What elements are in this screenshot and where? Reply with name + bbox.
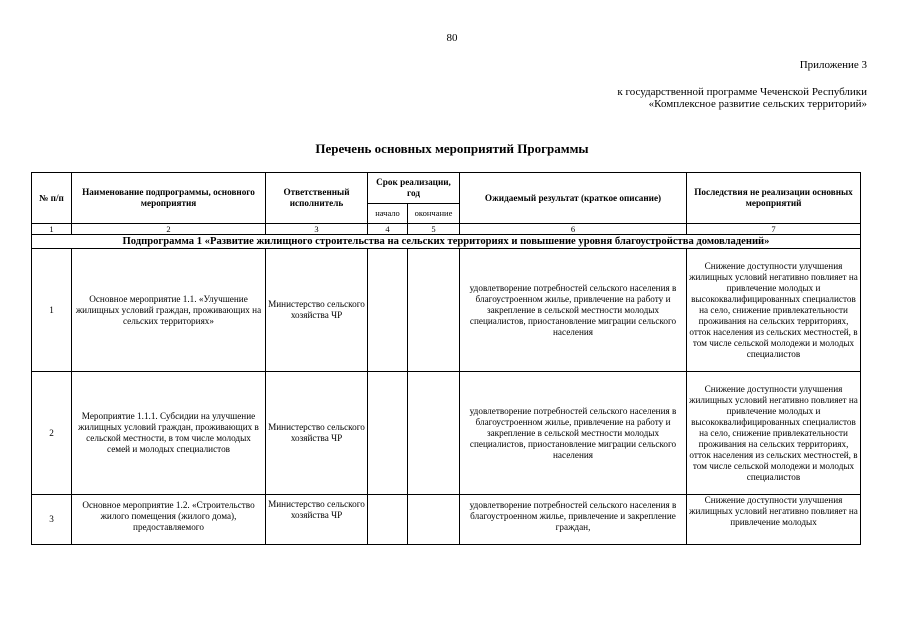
header-term-start: начало: [368, 204, 408, 224]
program-subtitle: [617, 86, 867, 110]
measure-name: Основное мероприятие 1.2. «Строительство жилого помещения (жилого дома), предоставляемого: [72, 495, 266, 545]
term-start: [368, 495, 408, 545]
table-row: [32, 249, 861, 372]
page-title: Перечень основных мероприятий Программы: [315, 141, 589, 156]
measures-table: [31, 172, 861, 545]
column-number: 4: [368, 224, 408, 235]
expected-result: удовлетворение потребностей сельского населения в благоустроенном жилье, привлечение на работу и закрепление в сельской местности молодых специалистов, приостановление миграции сельского населения: [460, 372, 687, 495]
row-number: 2: [32, 372, 72, 495]
column-number-row: [32, 224, 861, 235]
term-end: [408, 249, 460, 372]
header-term: Срок реализации, год: [368, 173, 460, 204]
term-start: [368, 249, 408, 372]
subtitle-line: к государственной программе Чеченской Республики: [617, 86, 867, 98]
subprogram-title: Подпрограмма 1 «Развитие жилищного строительства на сельских территориях и повышение уровня благоустройства домовладений»: [32, 235, 861, 249]
table-header-row: [32, 173, 861, 204]
responsible-executor: Министерство сельского хозяйства ЧР: [266, 372, 368, 495]
column-number: 7: [687, 224, 861, 235]
responsible-executor: Министерство сельского хозяйства ЧР: [266, 495, 368, 545]
expected-result: удовлетворение потребностей сельского населения в благоустроенном жилье, привлечение и закрепление граждан,: [460, 495, 687, 545]
header-name: Наименование подпрограммы, основного мероприятия: [72, 173, 266, 224]
appendix-label: Приложение 3: [799, 59, 867, 71]
subprogram-row: [32, 235, 861, 249]
expected-result: удовлетворение потребностей сельского населения в благоустроенном жилье, привлечение на работу и закрепление в сельской местности молодых специалистов, приостановление миграции сельского населения: [460, 249, 687, 372]
subtitle-line: «Комплексное развитие сельских территорий»: [648, 98, 867, 110]
header-consequences: Последствия не реализации основных мероприятий: [687, 173, 861, 224]
term-start: [368, 372, 408, 495]
column-number: 1: [32, 224, 72, 235]
page-number: 80: [446, 32, 458, 44]
column-number: 5: [408, 224, 460, 235]
term-end: [408, 372, 460, 495]
term-end: [408, 495, 460, 545]
header-result: Ожидаемый результат (краткое описание): [460, 173, 687, 224]
non-implementation-consequences: Снижение доступности улучшения жилищных условий негативно повлияет на привлечение молодых и высококвалифицированных специалистов на село, снижение привлекательности проживания на сельских территориях, отток населения из сельских местностей, в том числе сельской молодежи и молодых специалистов: [687, 372, 861, 495]
row-number: 1: [32, 249, 72, 372]
measure-name: Основное мероприятие 1.1. «Улучшение жилищных условий граждан, проживающих на сельских территориях»: [72, 249, 266, 372]
row-number: 3: [32, 495, 72, 545]
header-num: № п/п: [32, 173, 72, 224]
responsible-executor: Министерство сельского хозяйства ЧР: [266, 249, 368, 372]
column-number: 6: [460, 224, 687, 235]
non-implementation-consequences: Снижение доступности улучшения жилищных условий негативно повлияет на привлечение молодых: [687, 495, 861, 545]
non-implementation-consequences: Снижение доступности улучшения жилищных условий негативно повлияет на привлечение молодых и высококвалифицированных специалистов на село, снижение привлекательности проживания на сельских территориях, отток населения из сельских местностей, в том числе сельской молодежи и молодых специалистов: [687, 249, 861, 372]
table-row: [32, 495, 861, 545]
header-responsible: Ответственный исполнитель: [266, 173, 368, 224]
header-term-end: окончание: [408, 204, 460, 224]
table-row: [32, 372, 861, 495]
measure-name: Мероприятие 1.1.1. Субсидии на улучшение жилищных условий граждан, проживающих в сельской местности, в том числе молодых семей и молодых специалистов: [72, 372, 266, 495]
column-number: 3: [266, 224, 368, 235]
column-number: 2: [72, 224, 266, 235]
